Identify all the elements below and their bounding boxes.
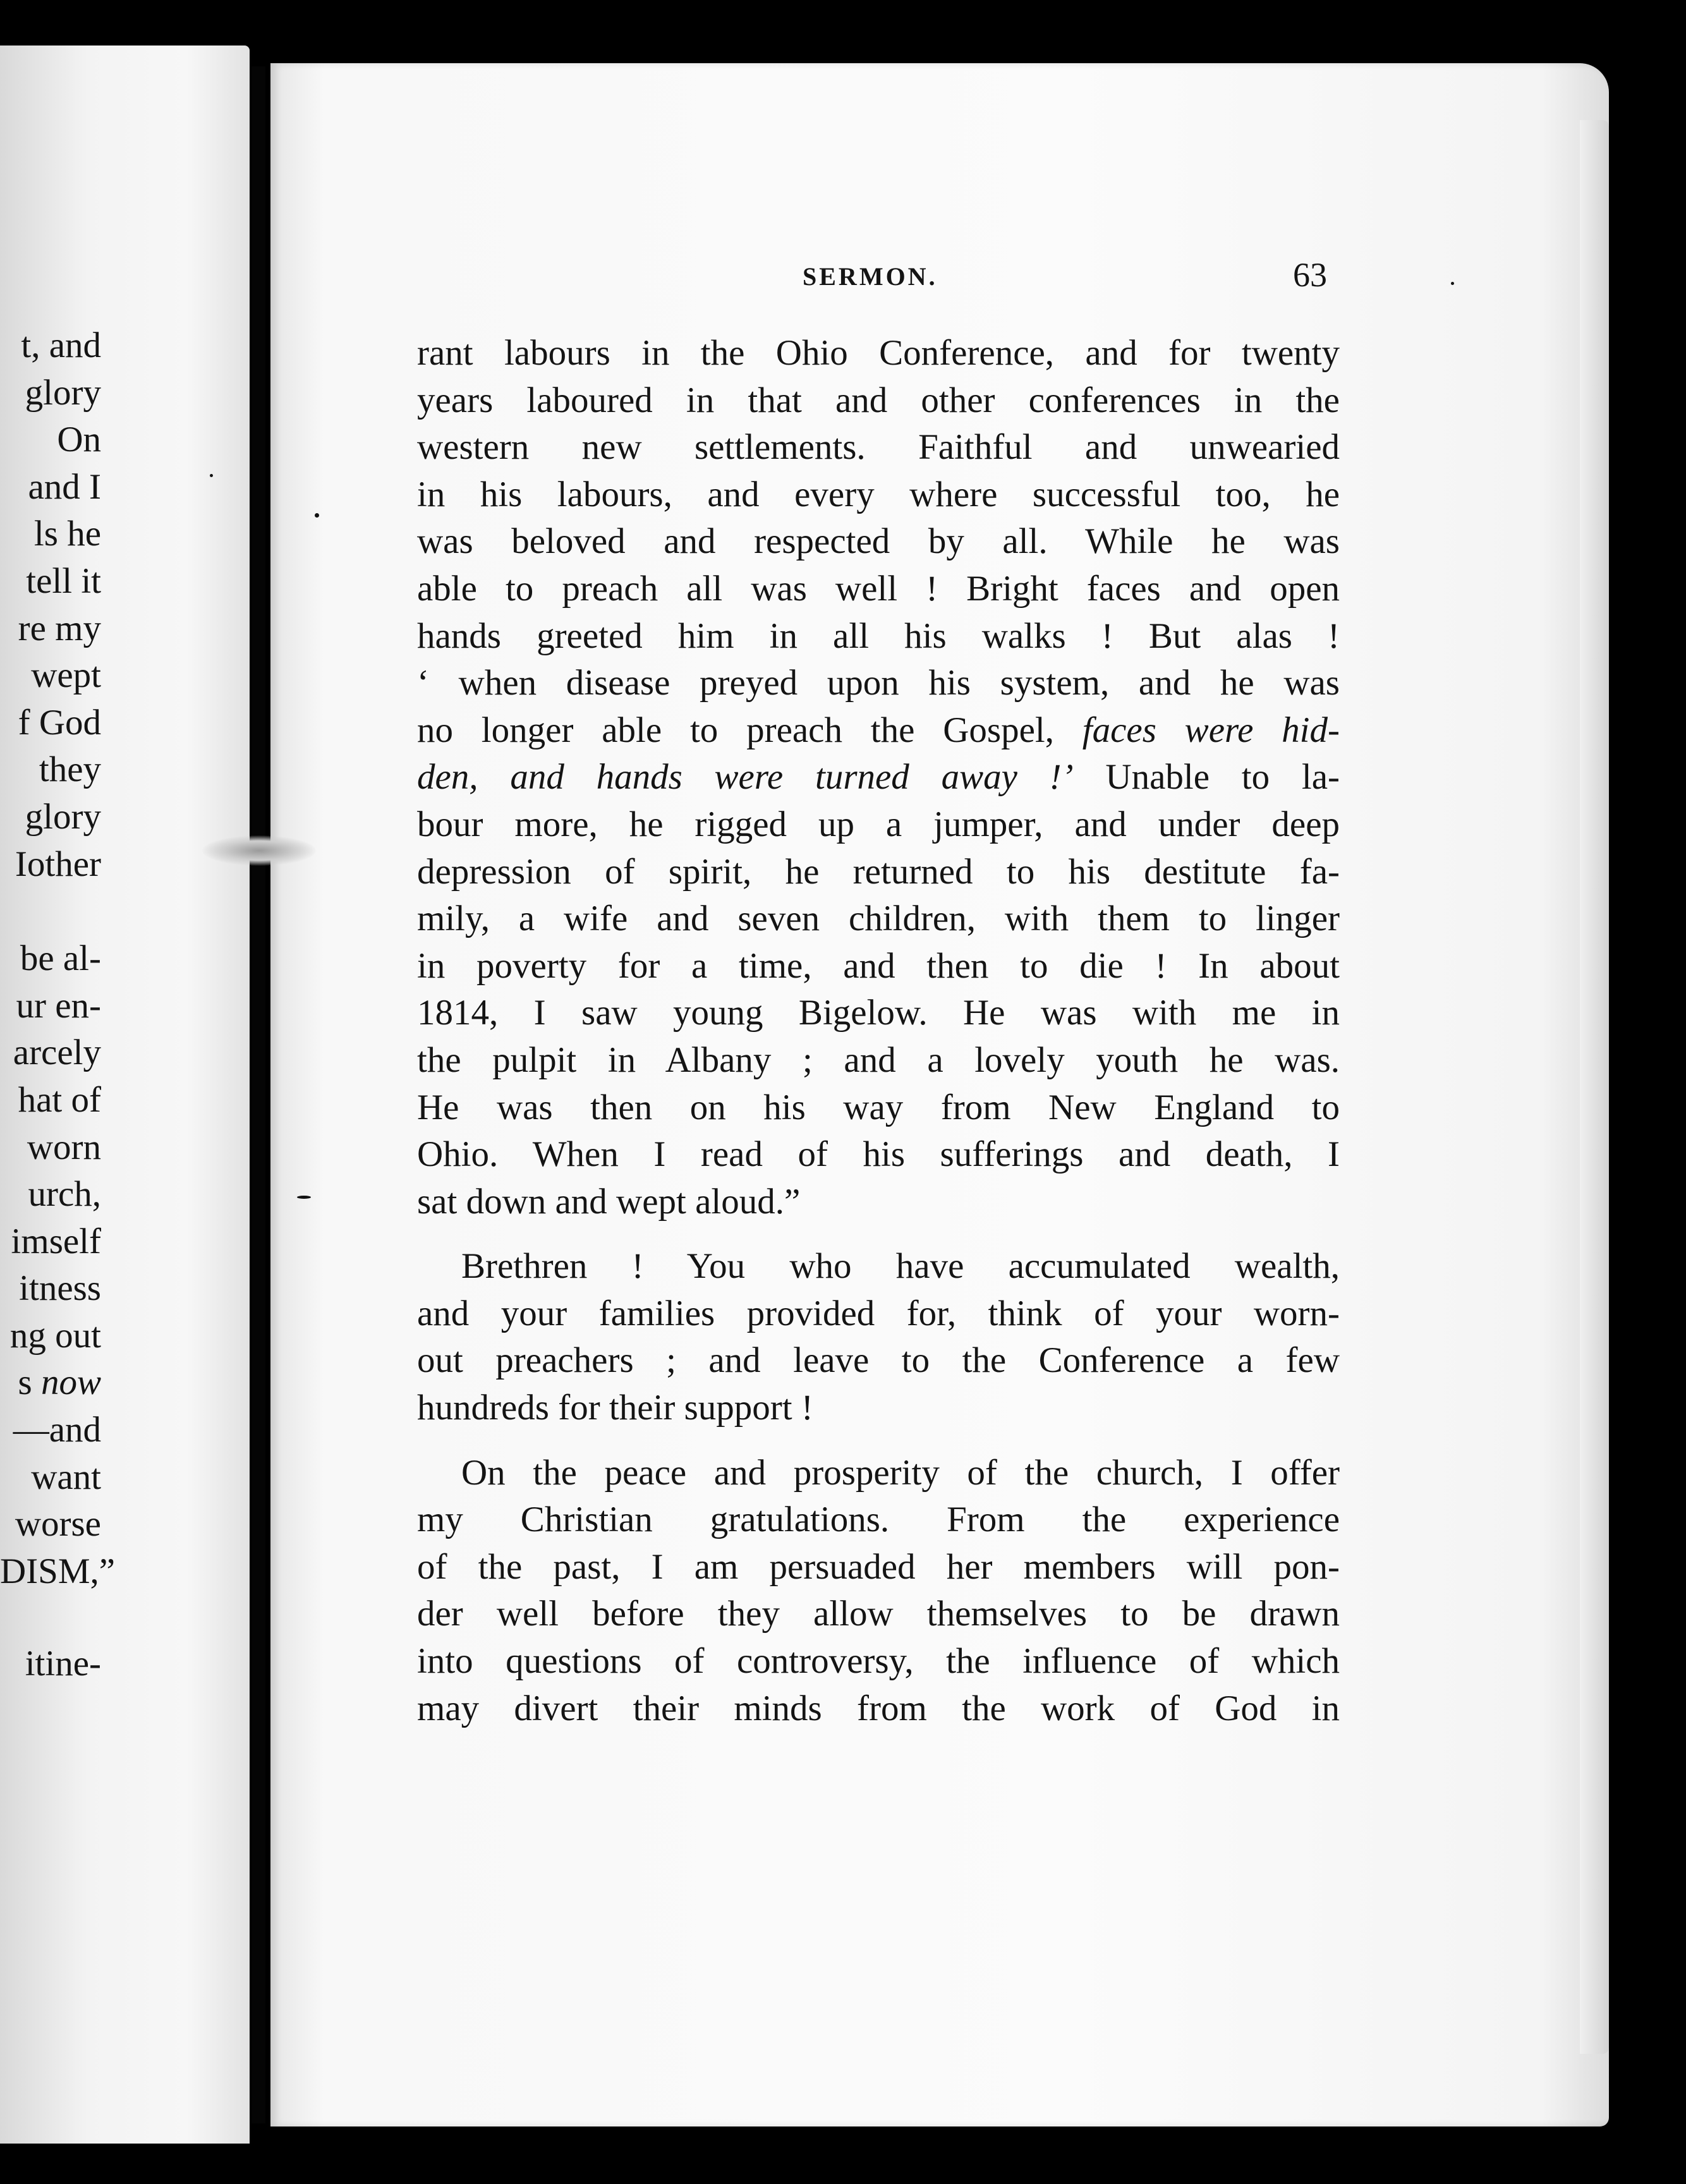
- text-line: On the peace and prosperity of the church, I offer: [461, 1452, 1340, 1493]
- left-line: worn: [27, 1127, 101, 1167]
- text-line: [417, 754, 1340, 801]
- text-line: years laboured in that and other conferences in the: [417, 380, 1340, 420]
- text-line: sat down and wept aloud.”: [417, 1181, 801, 1222]
- text-line: out preachers ; and leave to the Conference a few: [417, 1340, 1340, 1381]
- running-head: SERMON.: [803, 262, 938, 291]
- left-line: On: [57, 420, 101, 460]
- text-span: no longer able to preach the Gospel,: [417, 710, 1083, 750]
- text-line: depression of spirit, he returned to his destitute fa-: [417, 851, 1340, 892]
- text-line: was beloved and respected by all. While he was: [417, 521, 1340, 562]
- text-span: Unable to la-: [1073, 757, 1340, 798]
- left-line: itness: [19, 1268, 101, 1309]
- left-line-now: [0, 1359, 101, 1407]
- left-line: be al-: [20, 938, 101, 979]
- text-line: 1814, I saw young Bigelow. He was with me in: [417, 993, 1340, 1033]
- left-line: glory: [25, 796, 101, 837]
- left-line: worse: [15, 1504, 101, 1544]
- paragraph-3: [417, 1450, 1340, 1733]
- left-blank: [0, 1595, 101, 1641]
- italic-span: faces were hid-: [1082, 710, 1340, 750]
- italic-span: den, and hands were turned away !’: [417, 757, 1074, 798]
- book-gutter: [252, 66, 265, 2123]
- left-line: ur en-: [16, 985, 101, 1026]
- ink-speck: [210, 474, 213, 477]
- text-line: He was then on his way from New England to: [417, 1087, 1340, 1127]
- left-line-now-prefix: s: [18, 1362, 41, 1403]
- left-line-now-italic: now: [40, 1362, 101, 1403]
- page-number: 63: [1293, 256, 1327, 294]
- left-line: ng out: [9, 1315, 101, 1356]
- left-blank: [0, 888, 101, 935]
- text-line: into questions of controversy, the influence of which: [417, 1641, 1340, 1682]
- ink-speck: [1451, 282, 1454, 285]
- text-line: the pulpit in Albany ; and a lovely youth he was.: [417, 1040, 1340, 1080]
- text-line: able to preach all was well ! Bright faces and open: [417, 568, 1340, 609]
- left-line: t, and: [21, 325, 101, 365]
- left-line: arcely: [13, 1033, 101, 1073]
- text-line: my Christian gratulations. From the experience: [417, 1500, 1340, 1540]
- text-line: in poverty for a time, and then to die ! In about: [417, 945, 1340, 986]
- text-line: der well before they allow themselves to be drawn: [417, 1594, 1340, 1634]
- paragraph-1: [417, 330, 1340, 1225]
- left-line: —and: [13, 1410, 101, 1450]
- text-line: Brethren ! You who have accumulated wealth,: [461, 1246, 1340, 1287]
- paragraph-2: [417, 1243, 1340, 1431]
- left-line: want: [31, 1457, 101, 1497]
- left-line: Iother: [15, 844, 101, 884]
- text-line: rant labours in the Ohio Conference, and for twenty: [417, 333, 1340, 373]
- left-line: hat of: [18, 1079, 101, 1120]
- text-line: of the past, I am persuaded her members will pon-: [417, 1546, 1340, 1587]
- left-line: itine-: [25, 1644, 101, 1684]
- left-line: wept: [31, 655, 101, 696]
- left-line: glory: [25, 372, 101, 413]
- left-line: tell it: [26, 561, 101, 601]
- binding-tear: [202, 835, 316, 866]
- text-line: [417, 707, 1340, 755]
- left-line: re my: [18, 608, 101, 648]
- page-body: [417, 330, 1340, 1732]
- text-line: hundreds for their support !: [417, 1388, 813, 1428]
- left-line: urch,: [28, 1174, 101, 1215]
- left-line: DISM,”: [0, 1551, 116, 1591]
- left-page-text: [0, 322, 116, 1688]
- page-header: [417, 256, 1327, 303]
- left-line: f God: [18, 702, 101, 743]
- text-line: bour more, he rigged up a jumper, and under deep: [417, 804, 1340, 844]
- text-line: western new settlements. Faithful and unwearied: [417, 427, 1340, 468]
- text-line: in his labours, and every where successful too, he: [417, 474, 1340, 514]
- text-line: Ohio. When I read of his sufferings and death, I: [417, 1134, 1340, 1175]
- ink-speck: [297, 1196, 311, 1199]
- text-line: mily, a wife and seven children, with them to linger: [417, 899, 1340, 939]
- text-line: may divert their minds from the work of God in: [417, 1688, 1340, 1728]
- left-line: ls he: [33, 514, 101, 554]
- left-line: imself: [11, 1221, 101, 1261]
- left-line: and I: [28, 466, 101, 507]
- text-line: ‘ when disease preyed upon his system, and he was: [417, 663, 1340, 703]
- ink-speck: [315, 513, 319, 518]
- text-line: and your families provided for, think of your worn-: [417, 1293, 1340, 1333]
- left-line: they: [39, 749, 101, 790]
- page-edge: [1580, 120, 1609, 2054]
- text-line: hands greeted him in all his walks ! But alas !: [417, 616, 1340, 656]
